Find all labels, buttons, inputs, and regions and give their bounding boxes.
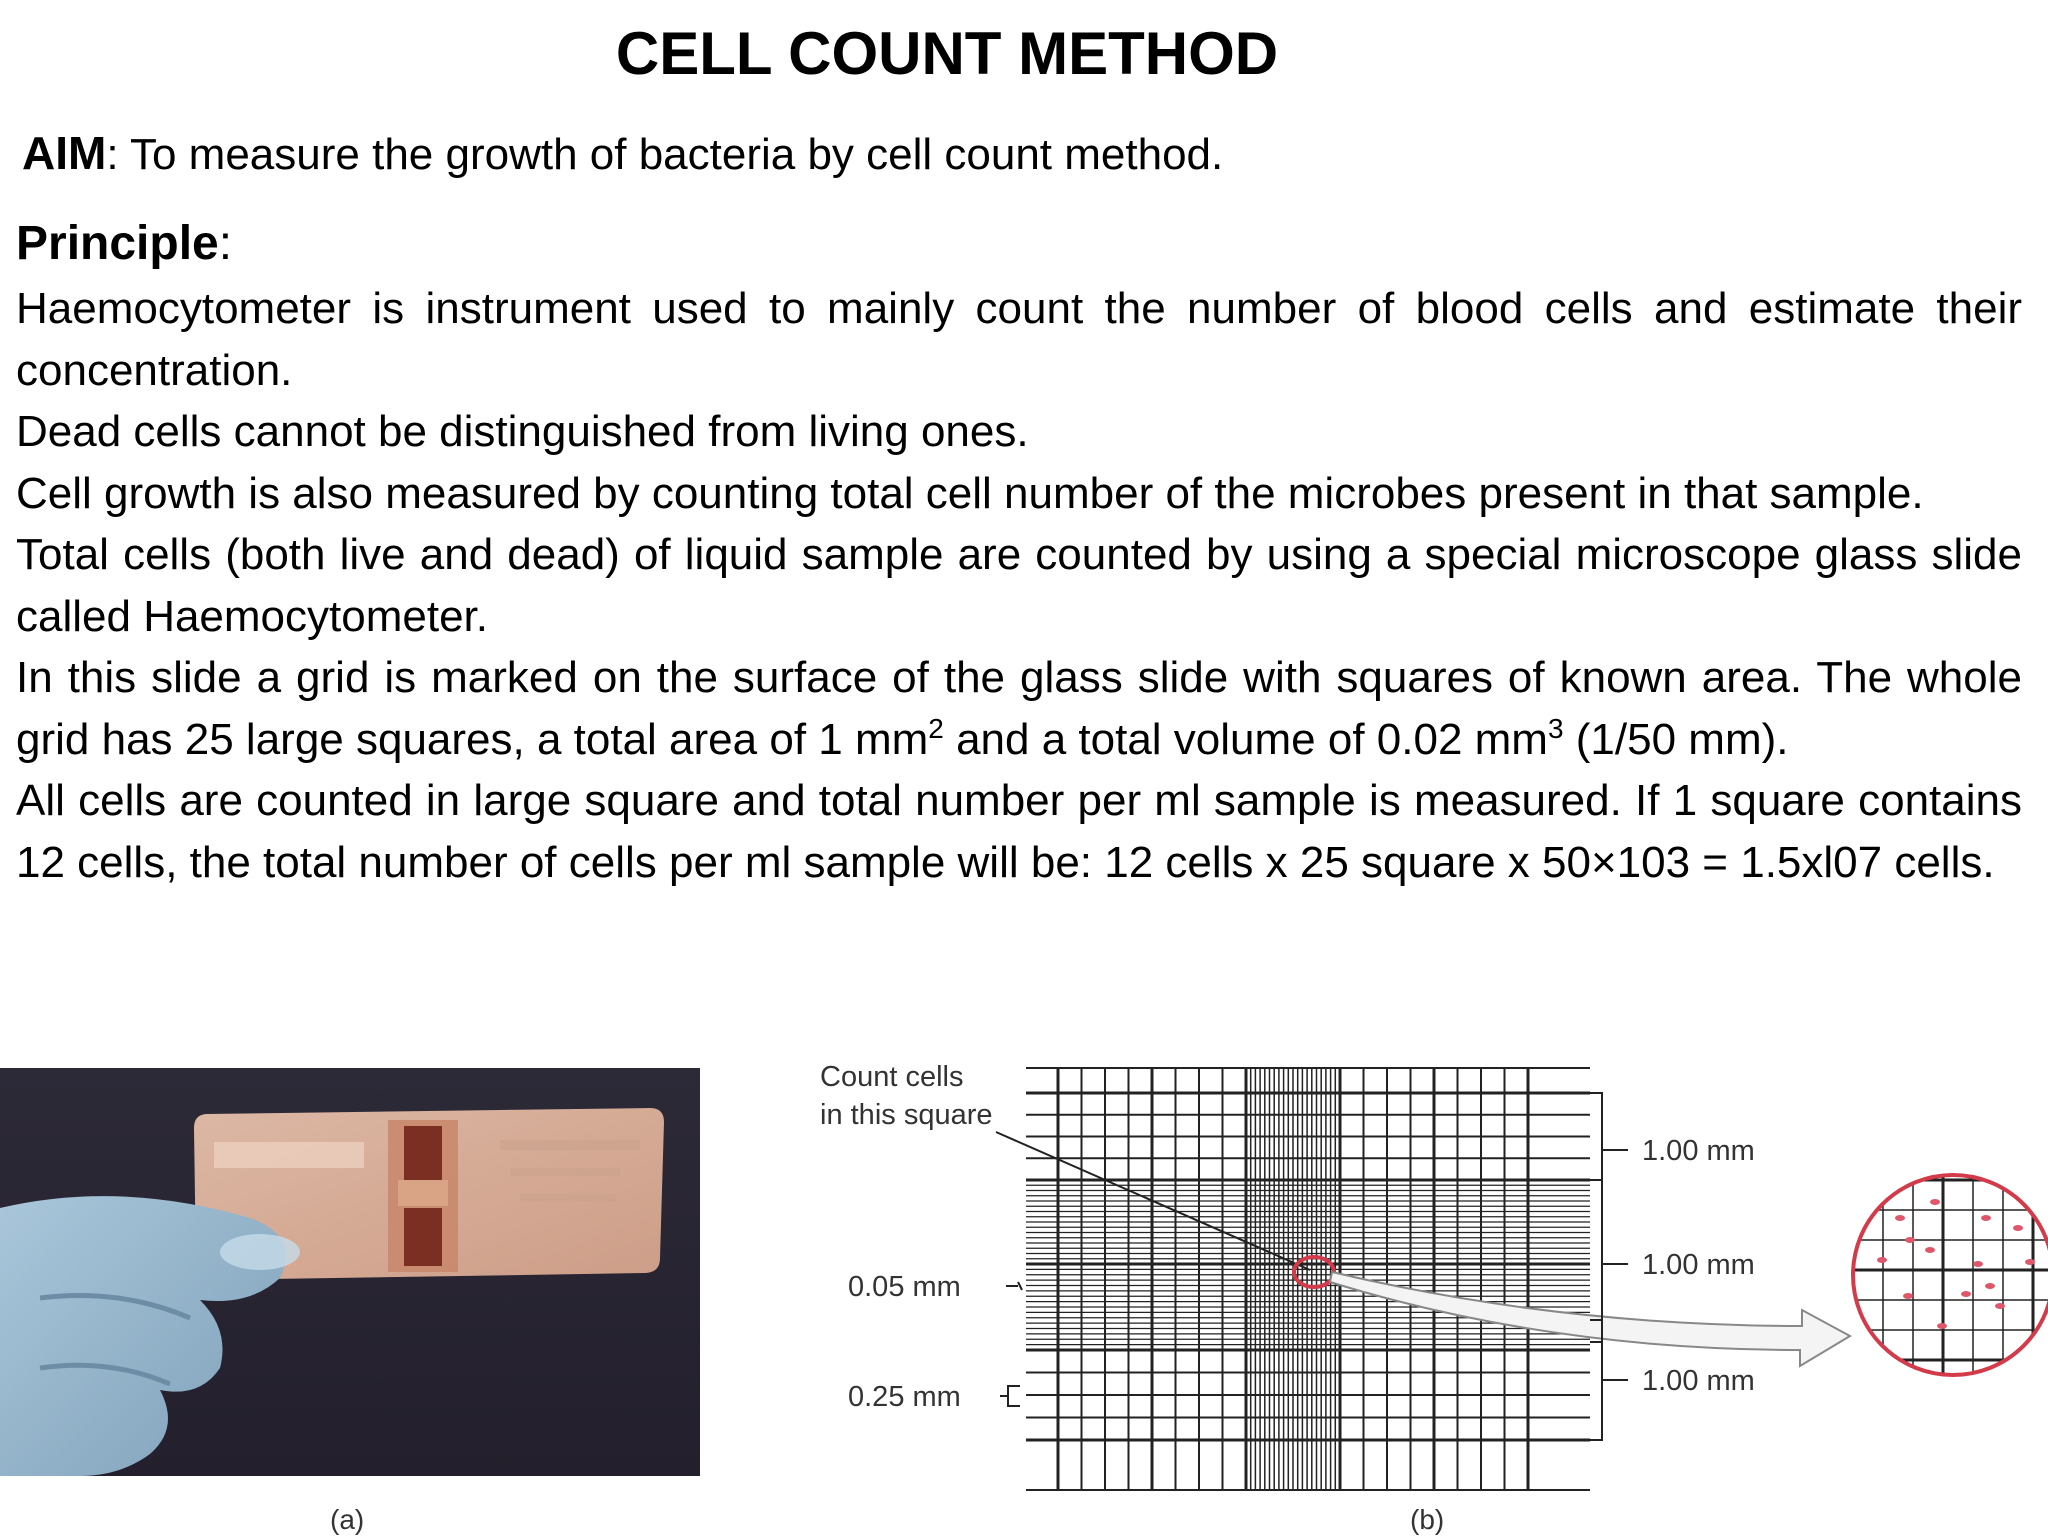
aim-line [22, 122, 1223, 186]
cell-dot [1877, 1257, 1887, 1263]
aim-text: : To measure the growth of bacteria by cell count method. [106, 130, 1224, 179]
paragraph-6: All cells are counted in large square and total number per ml sample is measured. If 1 square contains 12 cells, the total number of cells per ml sample will be: 12 cells x 25 square x 50×103 = 1.5xl07 cells. [16, 776, 2022, 887]
cell-dot [1905, 1237, 1915, 1243]
label-0-25-mm: 0.25 mm [848, 1381, 961, 1413]
label-0-05-mm: 0.05 mm [848, 1271, 961, 1303]
cell-dot [1985, 1283, 1995, 1289]
p5-part-a: In this slide a grid is marked on the surface of the glass slide with squares of known area. The whole grid has 25 large squares, a total area of 1 mm [16, 653, 2022, 764]
caption-b: (b) [1410, 1504, 1445, 1535]
haemocytometer-grid-diagram [790, 1050, 2048, 1536]
cell-dot [1930, 1199, 1940, 1205]
label-1-00-mm-middle: 1.00 mm [1642, 1249, 1755, 1281]
cell-dot [1981, 1215, 1991, 1221]
page-title: CELL COUNT METHOD [615, 20, 1279, 87]
p5-superscript-3: 3 [1547, 712, 1564, 744]
cell-dot [2025, 1259, 2035, 1265]
scale-brackets [1000, 1093, 1628, 1440]
p5-part-c: (1/50 mm). [1563, 714, 1789, 764]
count-label-line-1: Count cells [820, 1061, 964, 1093]
target-square-marker [1294, 1257, 1334, 1287]
paragraph-1: Haemocytometer is instrument used to mainly count the number of blood cells and estimate their concentration. [16, 284, 2022, 395]
paragraph-4: Total cells (both live and dead) of liquid sample are counted by using a special microscope glass slide called Haemocytometer. [16, 530, 2022, 641]
caption-a: (a) [330, 1504, 365, 1535]
label-1-00-mm-top: 1.00 mm [1642, 1135, 1755, 1167]
count-label-line-2: in this square [820, 1099, 993, 1131]
principle-colon: : [218, 217, 233, 270]
paragraph-2: Dead cells cannot be distinguished from living ones. [16, 407, 1029, 456]
principle-heading [16, 212, 232, 276]
cell-dot [2013, 1225, 2023, 1231]
paragraph-5 [16, 647, 2022, 770]
label-1-00-mm-bottom: 1.00 mm [1642, 1365, 1755, 1397]
cell-dot [1937, 1323, 1947, 1329]
counting-grid [1026, 1068, 1590, 1490]
p5-part-b: and a total volume of 0.02 mm [943, 714, 1548, 764]
aim-label: AIM [22, 127, 107, 179]
principle-body [16, 278, 2022, 893]
cell-dot [1895, 1215, 1905, 1221]
cell-dot [1973, 1261, 1983, 1267]
p5-superscript-2: 2 [928, 712, 944, 744]
cell-dot [1925, 1247, 1935, 1253]
cell-dot [1903, 1293, 1913, 1299]
haemocytometer-photo [0, 1068, 700, 1476]
paragraph-3: Cell growth is also measured by counting total cell number of the microbes present in that sample. [16, 468, 1924, 518]
principle-label: Principle [16, 217, 219, 270]
zoomed-square [1850, 1170, 2048, 1390]
cell-dot [1961, 1291, 1971, 1297]
cell-dot [1995, 1303, 2005, 1309]
